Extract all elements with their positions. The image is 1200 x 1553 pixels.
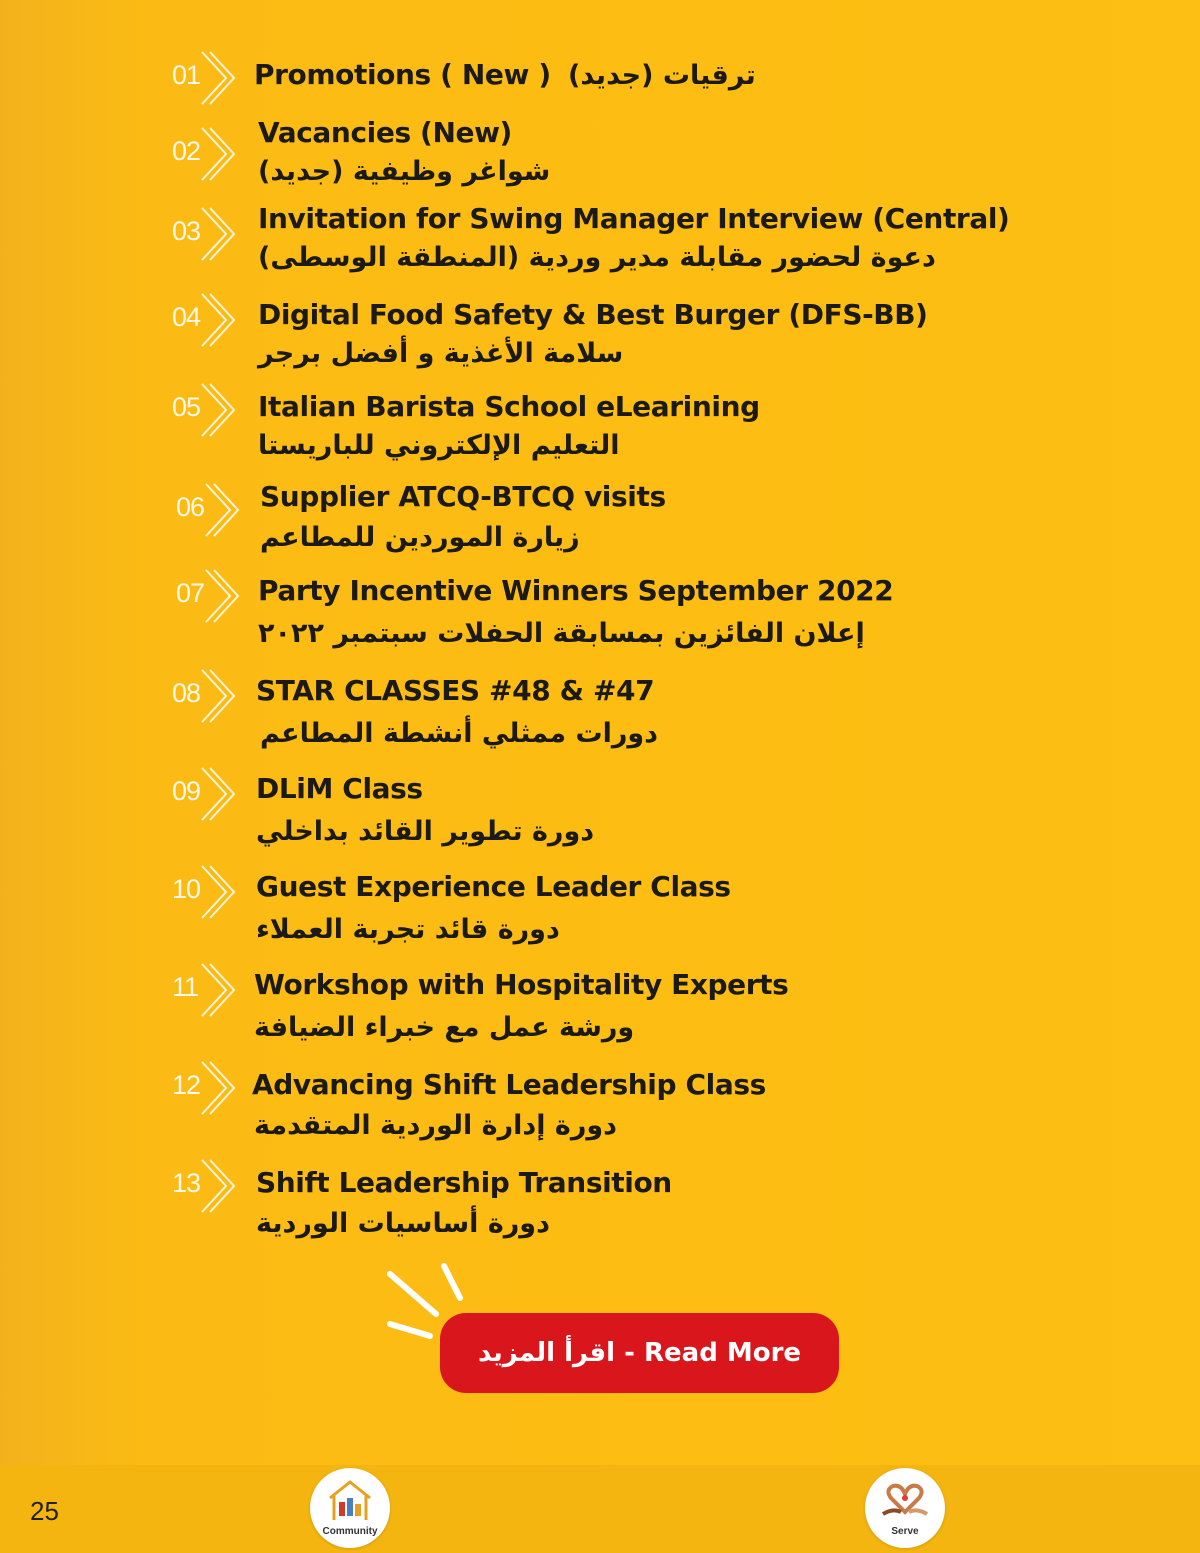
read-more-label: اقرأ المزيد - Read More <box>477 1338 802 1368</box>
item-number: 08 <box>172 678 201 708</box>
item-title-ar: سلامة الأغذية و أفضل برجر <box>258 338 624 369</box>
item-title-ar: دورة قائد تجربة العملاء <box>256 914 560 945</box>
item-title-ar: دورة تطوير القائد بداخلي <box>256 816 595 847</box>
item-number: 01 <box>172 60 201 90</box>
community-label: Community <box>322 1526 378 1537</box>
page-number: 25 <box>30 1496 59 1526</box>
double-chevron-icon <box>196 48 240 108</box>
item-number: 04 <box>172 302 201 332</box>
serve-badge[interactable] <box>865 1468 945 1548</box>
item-number: 02 <box>172 136 201 166</box>
double-chevron-icon <box>196 124 240 184</box>
item-title-ar: ورشة عمل مع خبراء الضيافة <box>254 1012 635 1043</box>
item-number-marker <box>168 1058 238 1118</box>
item-title-en: Shift Leadership Transition <box>256 1166 672 1199</box>
item-title-en: Digital Food Safety & Best Burger (DFS-BB) <box>258 298 928 331</box>
item-number-marker <box>168 290 238 350</box>
page-footer <box>0 1465 1200 1553</box>
item-title-en: Workshop with Hospitality Experts <box>254 968 789 1001</box>
double-chevron-icon <box>200 480 244 540</box>
item-number: 11 <box>172 972 199 1002</box>
item-title-en: Italian Barista School eLearining <box>258 390 760 423</box>
double-chevron-icon <box>196 380 240 440</box>
double-chevron-icon <box>196 1058 240 1118</box>
item-title-en: Guest Experience Leader Class <box>256 870 731 903</box>
item-number: 06 <box>176 492 205 522</box>
item-title-ar: التعليم الإلكتروني للباريستا <box>258 430 620 461</box>
read-more-button[interactable] <box>440 1313 839 1393</box>
item-title-en: Vacancies (New) <box>258 116 512 149</box>
item-title-en: Supplier ATCQ-BTCQ visits <box>260 480 666 513</box>
item-number: 10 <box>172 874 201 904</box>
item-number-marker <box>168 862 238 922</box>
item-number: 05 <box>172 392 201 422</box>
item-title-ar: ترقيات (جديد) <box>568 60 756 91</box>
item-title-en: DLiM Class <box>256 772 423 805</box>
double-chevron-icon <box>196 204 240 264</box>
item-number: 13 <box>172 1168 201 1198</box>
item-title-ar: دعوة لحضور مقابلة مدير وردية (المنطقة الوسطى) <box>258 242 936 273</box>
item-title-en: Advancing Shift Leadership Class <box>252 1068 766 1101</box>
double-chevron-icon <box>196 960 240 1020</box>
item-title-ar: دورة إدارة الوردية المتقدمة <box>254 1110 618 1141</box>
item-number-marker <box>168 48 238 108</box>
item-title-en: Promotions ( New ) <box>254 58 551 91</box>
item-title-ar: شواغر وظيفية (جديد) <box>258 156 551 187</box>
item-number-marker <box>172 480 242 540</box>
double-chevron-icon <box>196 764 240 824</box>
item-number-marker <box>168 764 238 824</box>
double-chevron-icon <box>196 1156 240 1216</box>
item-number: 09 <box>172 776 201 806</box>
item-title-ar: دورات ممثلي أنشطة المطاعم <box>260 718 659 749</box>
item-number-marker <box>172 566 242 626</box>
item-title-ar: إعلان الفائزين بمسابقة الحفلات سبتمبر ٢٠٢٢ <box>258 618 865 649</box>
community-badge[interactable] <box>310 1468 390 1548</box>
item-title-en: STAR CLASSES #48 & #47 <box>256 674 655 707</box>
double-chevron-icon <box>196 666 240 726</box>
item-title-en: Invitation for Swing Manager Interview (Central) <box>258 202 1010 235</box>
item-number-marker <box>168 1156 238 1216</box>
item-number-marker <box>168 204 238 264</box>
double-chevron-icon <box>200 566 244 626</box>
item-title-ar: زيارة الموردين للمطاعم <box>260 522 580 553</box>
item-number-marker <box>168 380 238 440</box>
item-title-en: Party Incentive Winners September 2022 <box>258 574 894 607</box>
double-chevron-icon <box>196 290 240 350</box>
double-chevron-icon <box>196 862 240 922</box>
item-title-ar: دورة أساسيات الوردية <box>256 1208 550 1239</box>
serve-label: Serve <box>891 1526 919 1537</box>
item-number-marker <box>168 960 238 1020</box>
item-number: 03 <box>172 216 201 246</box>
item-number-marker <box>168 666 238 726</box>
item-number: 12 <box>172 1070 201 1100</box>
item-number: 07 <box>176 578 205 608</box>
item-number-marker <box>168 124 238 184</box>
